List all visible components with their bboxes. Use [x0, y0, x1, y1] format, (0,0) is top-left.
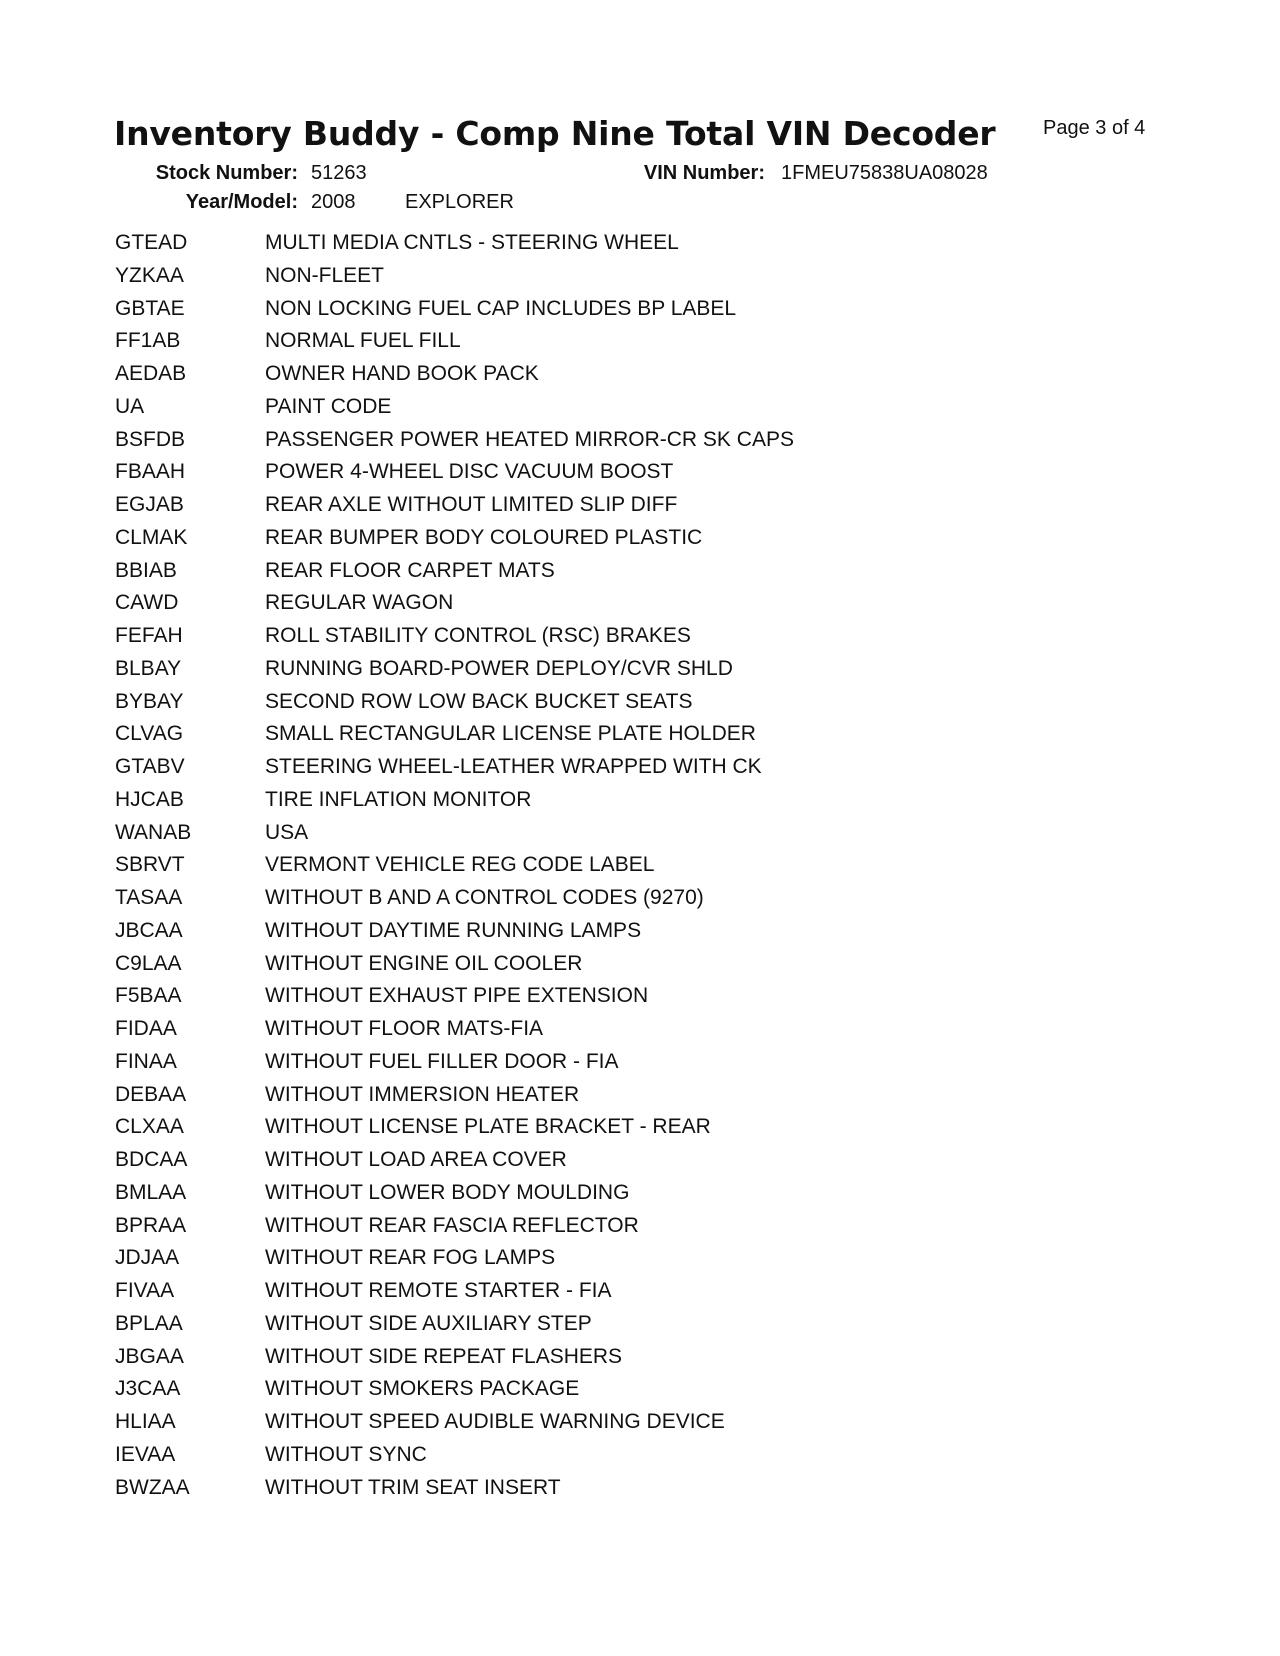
list-item [115, 227, 1215, 260]
option-description: TIRE INFLATION MONITOR [265, 787, 532, 811]
option-code: FBAAH [115, 460, 186, 484]
option-code: TASAA [115, 886, 183, 909]
option-description: REAR BUMPER BODY COLOURED PLASTIC [265, 525, 703, 549]
option-description: REAR AXLE WITHOUT LIMITED SLIP DIFF [265, 493, 678, 516]
option-description: WITHOUT SMOKERS PACKAGE [265, 1377, 580, 1401]
option-code: YZKAA [115, 263, 184, 287]
option-description: WITHOUT FUEL FILLER DOOR - FIA [265, 1049, 619, 1073]
option-description: NON LOCKING FUEL CAP INCLUDES BP LABEL [265, 296, 737, 320]
option-code: BDCAA [115, 1148, 188, 1171]
option-code: GTEAD [115, 231, 188, 254]
list-item [115, 1013, 1215, 1046]
option-description: WITHOUT REMOTE STARTER - FIA [265, 1279, 612, 1302]
list-item [115, 686, 1215, 719]
list-item [115, 1242, 1215, 1275]
option-description: VERMONT VEHICLE REG CODE LABEL [265, 853, 655, 877]
option-code: SBRVT [115, 853, 185, 877]
option-code: JDJAA [115, 1246, 180, 1270]
option-description: RUNNING BOARD-POWER DEPLOY/CVR SHLD [265, 656, 733, 680]
list-item [115, 817, 1215, 850]
list-item [115, 915, 1215, 948]
option-code: CLVAG [115, 722, 184, 746]
option-code: J3CAA [115, 1377, 181, 1401]
stock-number-value: 51263 [311, 162, 367, 184]
list-item [115, 489, 1215, 522]
option-code: BMLAA [115, 1180, 187, 1204]
list-item [115, 653, 1215, 686]
list-item [115, 1144, 1215, 1177]
list-item [115, 555, 1215, 588]
option-description: REGULAR WAGON [265, 591, 454, 615]
vin-number-value: 1FMEU75838UA08028 [781, 162, 988, 184]
model-value: EXPLORER [405, 191, 514, 213]
option-code: WANAB [115, 820, 192, 844]
list-item [115, 1406, 1215, 1439]
option-code: CLXAA [115, 1115, 184, 1139]
option-description: WITHOUT LOAD AREA COVER [265, 1148, 567, 1171]
option-description: STEERING WHEEL-LEATHER WRAPPED WITH CK [265, 755, 762, 778]
list-item [115, 522, 1215, 555]
option-code: IEVAA [115, 1442, 176, 1466]
option-code: JBCAA [115, 918, 183, 942]
option-description: WITHOUT IMMERSION HEATER [265, 1082, 580, 1106]
option-code: BLBAY [115, 656, 182, 680]
option-code: F5BAA [115, 984, 182, 1008]
option-description: SECOND ROW LOW BACK BUCKET SEATS [265, 689, 693, 713]
option-description: ROLL STABILITY CONTROL (RSC) BRAKES [265, 624, 691, 647]
stock-number-label: Stock Number: [155, 162, 298, 184]
list-item [115, 948, 1215, 981]
option-code: FIDAA [115, 1017, 177, 1040]
list-item [115, 1079, 1215, 1112]
list-item [115, 456, 1215, 489]
option-description: WITHOUT B AND A CONTROL CODES (9270) [265, 886, 704, 909]
option-code: FF1AB [115, 329, 181, 353]
year-model-label: Year/Model: [185, 191, 298, 213]
option-code: CAWD [115, 591, 179, 615]
option-description: REAR FLOOR CARPET MATS [265, 558, 555, 582]
option-description: POWER 4-WHEEL DISC VACUUM BOOST [265, 460, 674, 484]
list-item [115, 587, 1215, 620]
list-item [115, 882, 1215, 915]
option-description: PASSENGER POWER HEATED MIRROR-CR SK CAPS [265, 427, 794, 451]
option-code: C9LAA [115, 951, 182, 975]
list-item [115, 1275, 1215, 1308]
page-title: Inventory Buddy - Comp Nine Total VIN Decoder [114, 114, 996, 153]
option-code: EGJAB [115, 493, 184, 516]
option-description: WITHOUT ENGINE OIL COOLER [265, 951, 583, 975]
list-item [115, 849, 1215, 882]
option-code: BWZAA [115, 1475, 190, 1499]
list-item [115, 424, 1215, 457]
list-item [115, 718, 1215, 751]
list-item [115, 1439, 1215, 1472]
option-description: WITHOUT SYNC [265, 1442, 427, 1466]
list-item [115, 620, 1215, 653]
option-description: WITHOUT LOWER BODY MOULDING [265, 1180, 630, 1204]
option-code: GBTAE [115, 296, 185, 320]
option-description: USA [265, 820, 309, 844]
option-code: HJCAB [115, 787, 184, 811]
option-description: PAINT CODE [265, 394, 392, 418]
option-description: OWNER HAND BOOK PACK [265, 362, 539, 385]
list-item [115, 293, 1215, 326]
option-code: BSFDB [115, 427, 186, 451]
option-code: FIVAA [115, 1279, 175, 1302]
option-code: JBGAA [115, 1344, 184, 1368]
option-code: BBIAB [115, 558, 177, 582]
option-description: WITHOUT LICENSE PLATE BRACKET - REAR [265, 1115, 711, 1139]
list-item [115, 1177, 1215, 1210]
list-item [115, 1472, 1215, 1505]
list-item [115, 1046, 1215, 1079]
page-number: Page 3 of 4 [1043, 117, 1146, 139]
option-code-list [115, 227, 1215, 1504]
option-code: FINAA [115, 1049, 177, 1073]
list-item [115, 1341, 1215, 1374]
option-code: AEDAB [115, 362, 187, 385]
option-description: SMALL RECTANGULAR LICENSE PLATE HOLDER [265, 722, 756, 746]
option-code: BYBAY [115, 689, 184, 713]
option-description: WITHOUT EXHAUST PIPE EXTENSION [265, 984, 649, 1008]
list-item [115, 391, 1215, 424]
list-item [115, 358, 1215, 391]
option-description: WITHOUT REAR FASCIA REFLECTOR [265, 1213, 639, 1237]
option-description: NON-FLEET [265, 263, 385, 287]
list-item [115, 325, 1215, 358]
option-description: WITHOUT SIDE REPEAT FLASHERS [265, 1344, 623, 1368]
list-item [115, 751, 1215, 784]
list-item [115, 1210, 1215, 1243]
option-code: BPRAA [115, 1213, 187, 1237]
option-code: BPLAA [115, 1311, 183, 1335]
list-item [115, 1373, 1215, 1406]
list-item [115, 784, 1215, 817]
option-description: NORMAL FUEL FILL [265, 329, 461, 353]
vin-number-label: VIN Number: [643, 162, 765, 184]
list-item [115, 1308, 1215, 1341]
option-description: MULTI MEDIA CNTLS - STEERING WHEEL [265, 231, 679, 254]
option-code: DEBAA [115, 1082, 187, 1106]
option-code: FEFAH [115, 624, 183, 647]
option-description: WITHOUT FLOOR MATS-FIA [265, 1017, 544, 1040]
list-item [115, 260, 1215, 293]
option-code: CLMAK [115, 525, 188, 549]
option-description: WITHOUT TRIM SEAT INSERT [265, 1475, 561, 1499]
option-description: WITHOUT SIDE AUXILIARY STEP [265, 1311, 592, 1335]
year-value: 2008 [311, 191, 356, 213]
option-description: WITHOUT SPEED AUDIBLE WARNING DEVICE [265, 1410, 725, 1433]
list-item [115, 1111, 1215, 1144]
list-item [115, 980, 1215, 1013]
option-description: WITHOUT REAR FOG LAMPS [265, 1246, 556, 1270]
option-code: GTABV [115, 755, 185, 778]
option-description: WITHOUT DAYTIME RUNNING LAMPS [265, 918, 642, 942]
option-code: UA [115, 394, 145, 418]
option-code: HLIAA [115, 1410, 176, 1433]
